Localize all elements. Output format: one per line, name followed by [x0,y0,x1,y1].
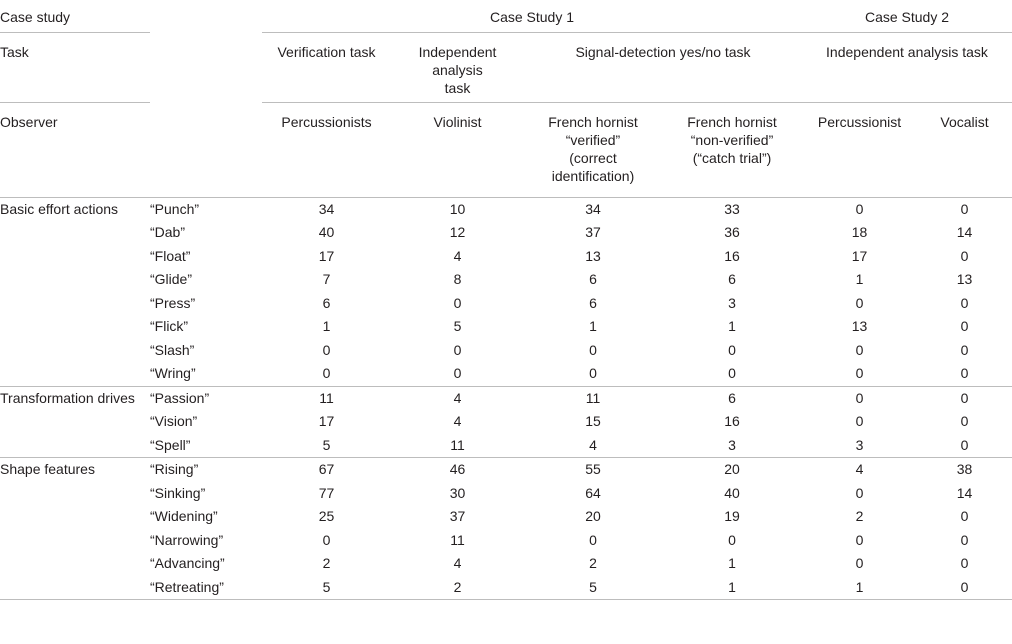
cell-value: 12 [449,224,466,240]
cell-value: 77 [318,484,335,501]
table-row [0,245,1012,269]
row-label: “Glide” [150,271,193,287]
table-row [0,221,1012,245]
observer-french-verified-line3: (correct [569,149,617,166]
observer-violinist: Violinist [391,102,524,197]
cell-value: 0 [855,531,864,548]
observer-percussionist: Percussionist [802,102,917,197]
row-label: “Spell” [150,436,191,453]
table-row [0,268,1012,292]
row-label: “Press” [150,294,196,311]
cell-value: 3 [728,436,736,453]
group-label: Shape features [0,458,150,482]
cell-value: 0 [802,386,917,410]
group-label: Basic effort actions [0,197,150,221]
task-signal-detection: Signal-detection yes/no task [524,32,802,102]
cell-value: 5 [262,576,391,600]
group-label-empty [0,245,150,269]
case-study-1-heading: Case Study 1 [489,9,575,25]
cell-value: 14 [956,224,973,240]
cell-value: 0 [855,413,864,429]
row-label: “Passion” [150,386,262,410]
table-row [0,410,1012,434]
cell-value: 0 [960,365,969,381]
cell-value: 0 [855,294,864,311]
group-label-empty [0,268,150,292]
cell-value: 0 [917,576,1012,600]
cell-value: 25 [318,508,335,524]
observer-french-nonverified-line1: French hornist [687,113,777,130]
cell-value: 8 [453,271,462,287]
cell-value: 6 [322,294,331,311]
row-label: “Flick” [150,318,189,334]
cell-value: 0 [960,341,969,358]
cell-value: 20 [585,508,601,524]
row-label: “Narrowing” [150,531,224,548]
cell-value: 2 [322,555,331,571]
cell-value: 36 [724,224,740,240]
observer-percussionists: Percussionists [262,102,391,197]
cell-value: 0 [917,197,1012,221]
cell-value: 16 [724,413,740,429]
group-label-empty [0,292,150,316]
cell-value: 38 [917,458,1012,482]
cell-value: 6 [662,386,802,410]
cell-value: 0 [453,341,462,358]
row-label: “Wring” [150,365,196,381]
cell-value: 67 [262,458,391,482]
case-study-label: Case study [0,9,71,25]
table-row [0,362,1012,386]
cell-value: 34 [524,197,662,221]
cell-value: 13 [851,318,868,334]
cell-value: 0 [855,365,864,381]
table-row [0,552,1012,576]
cell-value: 0 [589,341,597,358]
cell-value: 7 [322,271,331,287]
observer-french-nonverified-line3: (“catch trial”) [692,149,772,166]
cell-value: 0 [855,555,864,571]
observer-french-verified-line2: “verified” [565,131,621,148]
cell-value: 16 [724,247,740,264]
cell-value: 0 [322,341,331,358]
cell-value: 1 [589,318,597,334]
cell-value: 17 [318,413,335,429]
observer-french-verified [524,102,662,197]
cell-value: 0 [453,294,462,311]
group-label-empty [0,434,150,458]
row-label: “Rising” [150,458,262,482]
cell-value: 0 [855,484,864,501]
row-label: “Sinking” [150,484,206,501]
cell-value: 34 [262,197,391,221]
cell-value: 17 [318,247,335,264]
cell-value: 1 [728,555,736,571]
cell-value: 0 [855,341,864,358]
task-independent-1-line2: analysis [432,61,483,78]
cell-value: 0 [960,436,969,453]
cell-value: 19 [724,508,740,524]
cell-value: 37 [585,224,601,240]
cell-value: 40 [318,224,335,240]
table-row [0,292,1012,316]
cell-value: 0 [589,365,597,381]
cell-value: 0 [322,531,331,548]
cell-value: 11 [524,386,662,410]
cell-value: 0 [728,341,736,358]
cell-value: 33 [662,197,802,221]
cell-value: 0 [728,531,736,548]
task-label: Task [0,32,150,102]
cell-value: 1 [662,576,802,600]
cell-value: 18 [851,224,868,240]
cell-value: 1 [322,318,331,334]
observer-french-verified-line1: French hornist [548,113,638,130]
cell-value: 0 [960,531,969,548]
cell-value: 1 [802,576,917,600]
row-label: “Slash” [150,341,195,358]
cell-value: 15 [585,413,601,429]
cell-value: 13 [585,247,601,264]
cell-value: 1 [728,318,736,334]
cell-value: 2 [589,555,597,571]
observer-vocalist: Vocalist [917,102,1012,197]
table-row [0,386,1012,410]
cell-value: 0 [802,197,917,221]
task-independent-1 [391,32,524,102]
cell-value: 11 [450,436,465,453]
cell-value: 4 [802,458,917,482]
cell-value: 30 [449,484,466,501]
cell-value: 11 [450,531,465,548]
cell-value: 64 [585,484,601,501]
group-label-empty [0,221,150,245]
group-label-empty [0,362,150,386]
row-label: “Float” [150,247,191,264]
cell-value: 5 [453,318,462,334]
group-label-empty [0,339,150,363]
cell-value: 13 [956,271,973,287]
cell-value: 4 [391,386,524,410]
table-row [0,315,1012,339]
group-label-empty [0,315,150,339]
task-verification: Verification task [262,32,391,102]
cell-value: 6 [589,271,597,287]
table-row [0,458,1012,482]
cell-value: 55 [524,458,662,482]
observer-french-nonverified-line2: “non-verified” [690,131,774,148]
observer-french-verified-line4: identification) [551,167,635,184]
cell-value: 0 [728,365,736,381]
group-label-empty [0,576,150,600]
cell-value: 0 [960,508,969,524]
task-independent-1-line3: task [444,79,471,96]
row-label: “Vision” [150,413,198,429]
cell-value: 46 [391,458,524,482]
case-study-2-heading: Case Study 2 [864,9,950,25]
row-label: “Advancing” [150,555,225,571]
row-label: “Retreating” [150,576,262,600]
cell-value: 17 [851,247,868,264]
table-row [0,197,1012,221]
observer-french-nonverified [662,102,802,197]
cell-value: 6 [728,271,736,287]
table-row [0,529,1012,553]
cell-value: 5 [524,576,662,600]
group-label-empty [0,529,150,553]
task-independent-1-line1: Independent [418,43,497,60]
cell-value: 2 [855,508,864,524]
cell-value: 3 [728,294,736,311]
table-row [0,505,1012,529]
cell-value: 0 [960,413,969,429]
cell-value: 2 [391,576,524,600]
cell-value: 0 [960,555,969,571]
cell-value: 4 [453,413,462,429]
table-row [0,576,1012,600]
cell-value: 4 [453,555,462,571]
cell-value: 3 [855,436,864,453]
row-label: “Punch” [150,197,262,221]
cell-value: 1 [855,271,864,287]
table-row [0,482,1012,506]
table-row [0,339,1012,363]
cell-value: 20 [662,458,802,482]
cell-value: 6 [589,294,597,311]
cell-value: 0 [917,386,1012,410]
observer-label: Observer [0,102,150,197]
cell-value: 37 [449,508,466,524]
group-label-empty [0,482,150,506]
group-label-empty [0,505,150,529]
row-label: “Widening” [150,508,218,524]
cell-value: 4 [453,247,462,264]
cell-value: 4 [589,436,597,453]
row-label: “Dab” [150,224,186,240]
cell-value: 10 [391,197,524,221]
cell-value: 0 [322,365,331,381]
cell-value: 11 [262,386,391,410]
cell-value: 5 [322,436,331,453]
table-row [0,434,1012,458]
cell-value: 14 [956,484,973,501]
cell-value: 0 [960,318,969,334]
group-label: Transformation drives [0,386,150,410]
task-independent-2: Independent analysis task [802,32,1012,102]
cell-value: 40 [724,484,740,501]
group-label-empty [0,410,150,434]
cell-value: 0 [453,365,462,381]
group-label-empty [0,552,150,576]
table-body [0,197,1012,600]
cell-value: 0 [960,294,969,311]
cell-value: 0 [589,531,597,548]
cell-value: 0 [960,247,969,264]
